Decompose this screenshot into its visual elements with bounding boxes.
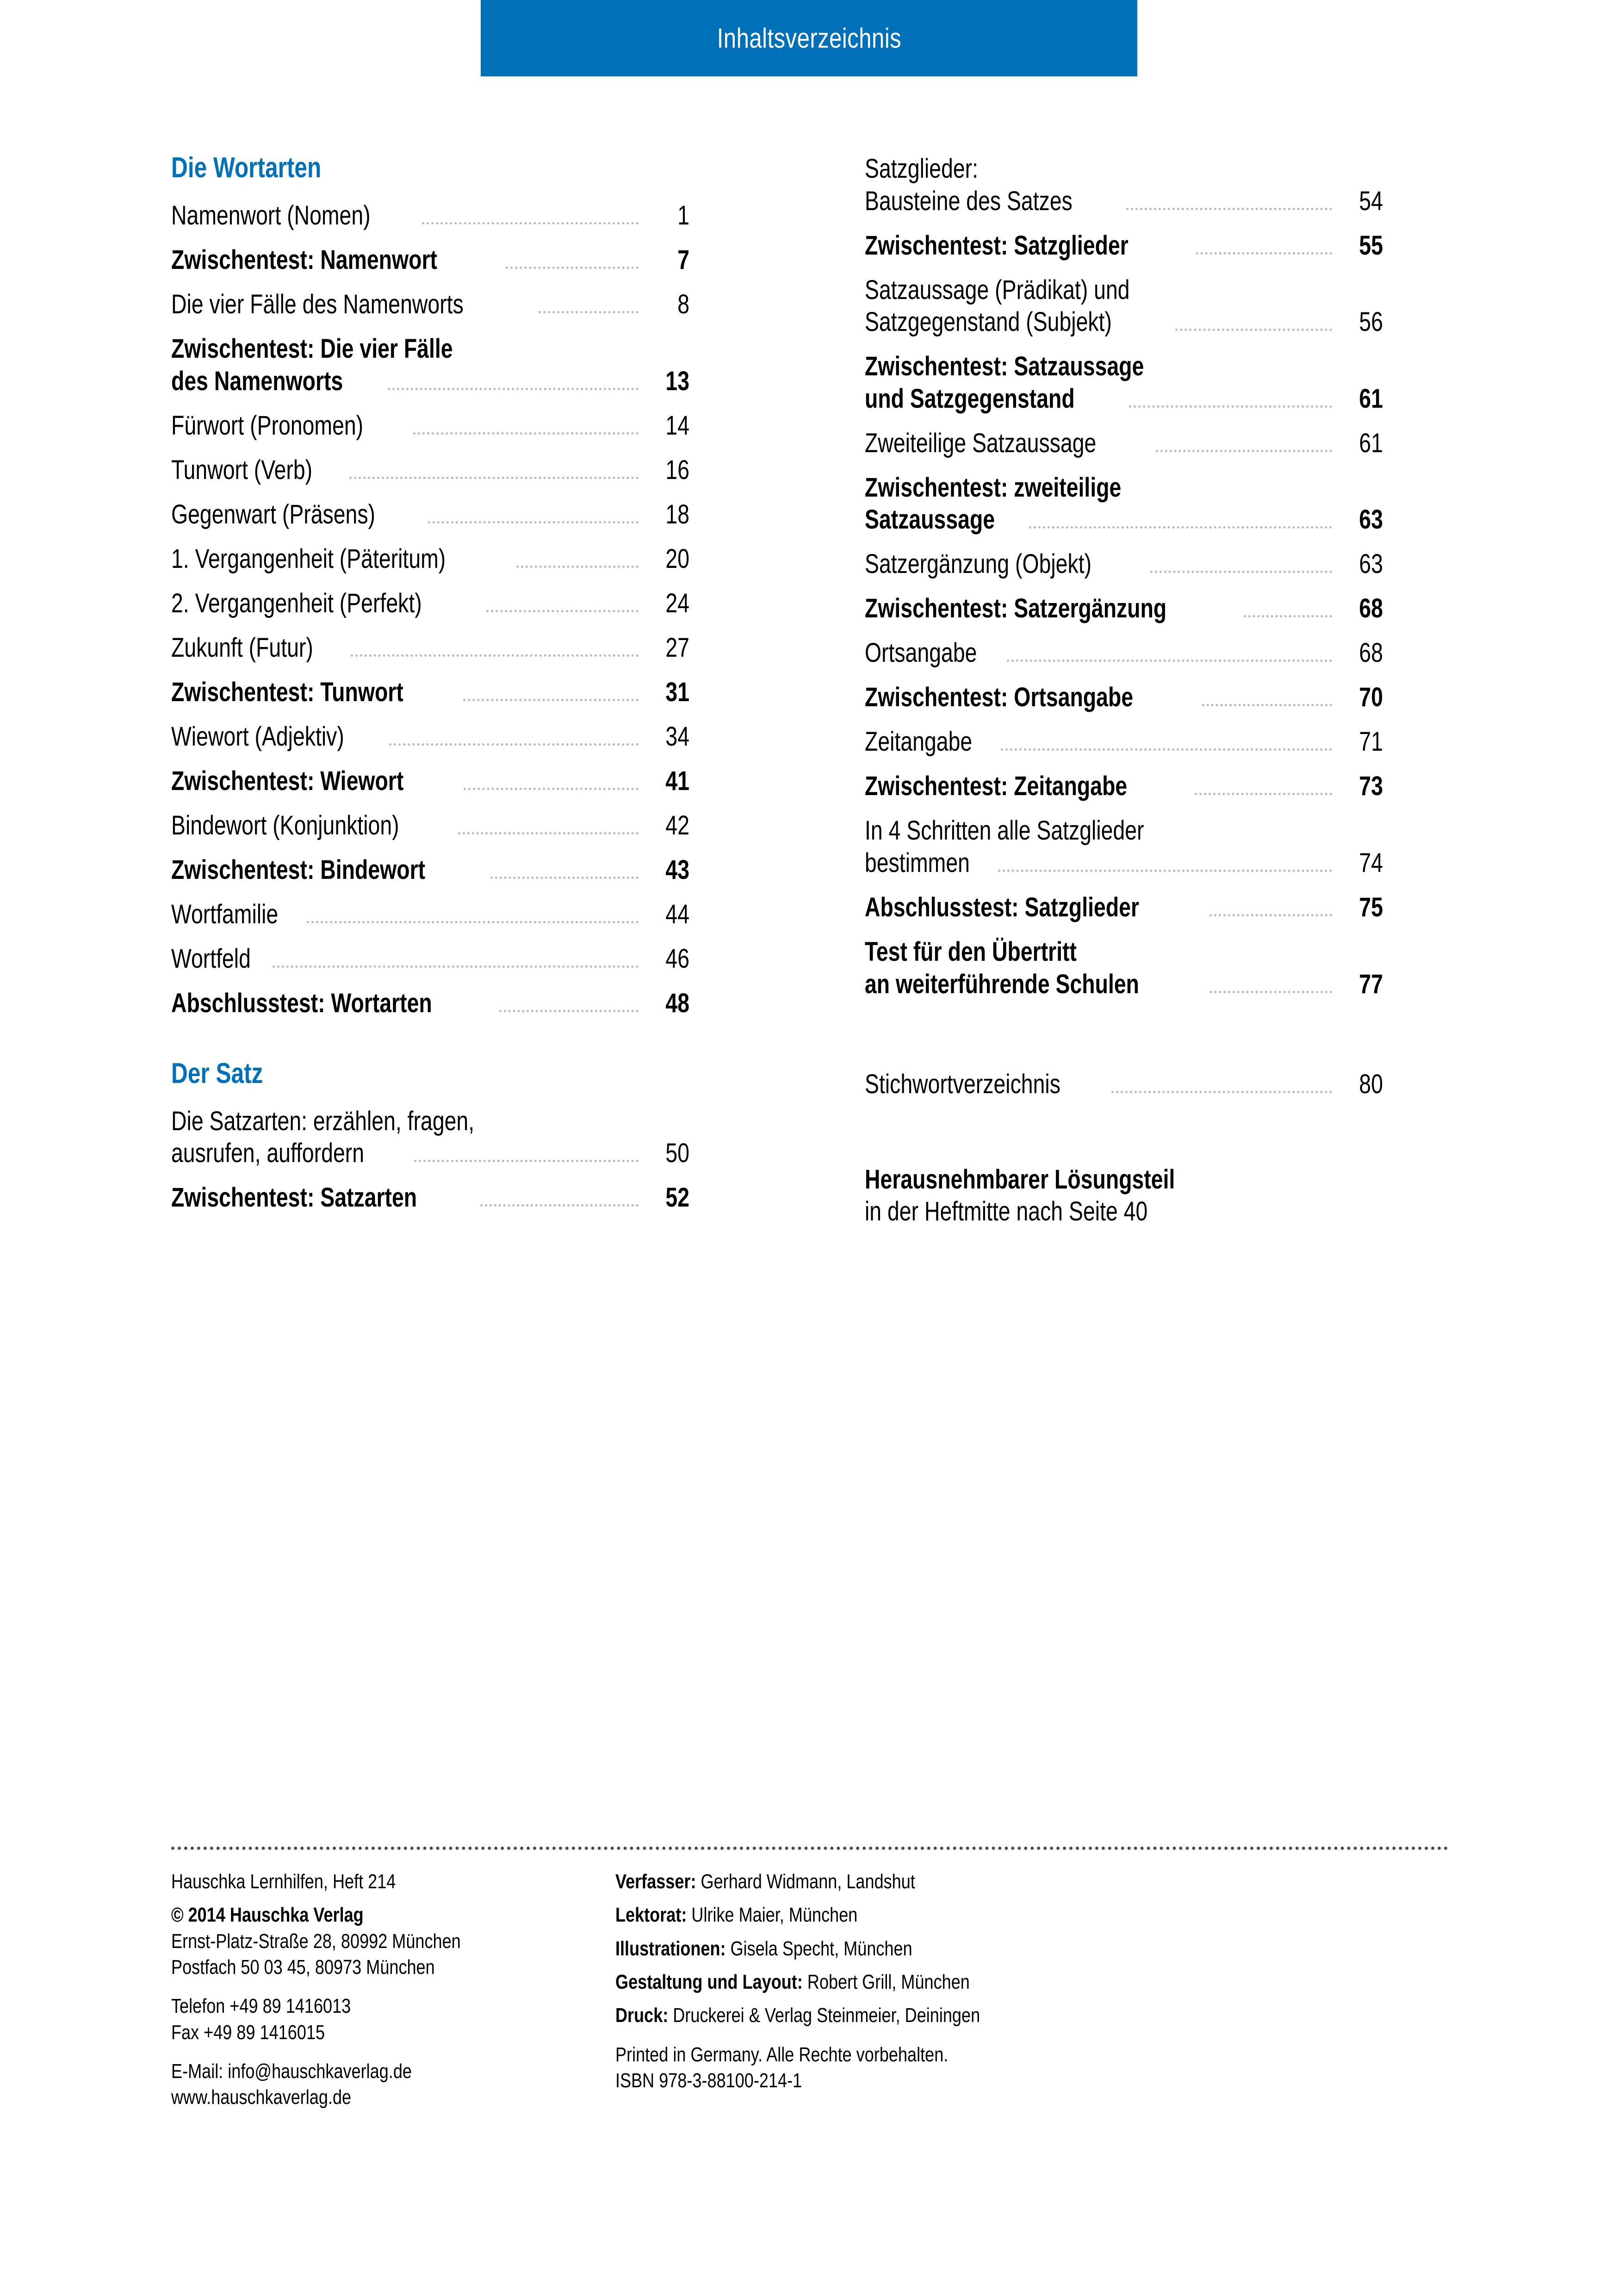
dot-leader xyxy=(506,266,639,269)
toc-entry-page: 18 xyxy=(665,499,689,529)
toc-entry-label: Zweiteilige Satzaussage xyxy=(865,428,1097,458)
toc-entry-label: Die vier Fälle des Namenworts xyxy=(171,289,464,319)
toc-entry-label: Zwischentest: Namenwort xyxy=(171,244,437,275)
toc-entry-page: 63 xyxy=(1359,504,1383,535)
toc-entry[interactable] xyxy=(865,726,1383,758)
toc-entry-label: bestimmen xyxy=(865,847,970,878)
copyright-line: © 2014 Hauschka Verlag xyxy=(171,1904,364,1927)
toc-entry[interactable] xyxy=(865,274,1383,339)
toc-entry[interactable] xyxy=(865,592,1383,625)
toc-entry[interactable] xyxy=(865,815,1383,879)
toc-entry-page: 42 xyxy=(665,810,689,840)
address-line-2: Postfach 50 03 45, 80973 München xyxy=(171,1955,435,1979)
toc-entry[interactable] xyxy=(865,427,1383,460)
credit-name: Ulrike Maier, München xyxy=(691,1904,858,1927)
toc-entry[interactable] xyxy=(171,898,689,931)
toc-entry[interactable] xyxy=(171,1182,689,1214)
toc-entry-label-line1: Test für den Übertritt xyxy=(865,936,1077,967)
table-of-contents xyxy=(0,153,1618,1228)
toc-entry-page: 14 xyxy=(665,410,689,441)
solution-note-subtitle: in der Heftmitte nach Seite 40 xyxy=(865,1196,1148,1227)
dot-leader xyxy=(413,432,639,435)
dot-leader xyxy=(1129,405,1332,408)
dot-leader xyxy=(490,876,639,879)
toc-entry-page: 50 xyxy=(665,1138,689,1169)
toc-entry[interactable] xyxy=(171,543,689,575)
toc-entry-page: 54 xyxy=(1359,186,1383,216)
toc-entry-page: 68 xyxy=(1359,638,1383,668)
toc-entry-label: und Satzgegenstand xyxy=(865,383,1075,414)
dot-leader xyxy=(539,311,639,313)
toc-entry[interactable] xyxy=(171,943,689,975)
toc-entry-page: 52 xyxy=(665,1182,689,1213)
toc-entry[interactable] xyxy=(171,454,689,486)
toc-entry-label: Zeitangabe xyxy=(865,727,973,757)
credit-name: Druckerei & Verlag Steinmeier, Deiningen xyxy=(673,2004,980,2027)
dot-leader xyxy=(1029,526,1332,529)
toc-entry-page: 71 xyxy=(1359,727,1383,757)
toc-entry[interactable] xyxy=(865,1068,1383,1101)
dot-leader xyxy=(1202,703,1332,706)
toc-entry-page: 75 xyxy=(1359,892,1383,922)
isbn-line: ISBN 978-3-88100-214-1 xyxy=(615,2069,802,2092)
credit-line xyxy=(615,1902,1287,1928)
toc-entry-label: des Namenworts xyxy=(171,366,343,396)
toc-entry-page: 56 xyxy=(1359,307,1383,337)
toc-entry-label: Zwischentest: Bindewort xyxy=(171,854,426,885)
credit-role: Illustrationen: xyxy=(615,1937,726,1960)
toc-entry-page: 43 xyxy=(665,854,689,885)
dot-leader xyxy=(1150,570,1332,573)
toc-entry-page: 41 xyxy=(665,765,689,796)
toc-entry[interactable] xyxy=(865,472,1383,536)
dot-leader xyxy=(422,222,639,224)
toc-entry-page: 13 xyxy=(665,366,689,396)
toc-entry-page: 73 xyxy=(1359,771,1383,802)
toc-entry-page: 46 xyxy=(665,943,689,974)
toc-entry-page: 68 xyxy=(1359,593,1383,624)
dot-leader xyxy=(1209,914,1332,916)
toc-entry-label: Satzaussage xyxy=(865,504,995,535)
toc-entry-label-line1: Zwischentest: zweiteilige xyxy=(865,472,1122,503)
toc-entry-label: 2. Vergangenheit (Perfekt) xyxy=(171,588,422,618)
toc-entry[interactable] xyxy=(171,809,689,842)
dot-leader xyxy=(388,387,639,390)
dot-leader xyxy=(480,1204,639,1207)
toc-entry-page: 80 xyxy=(1359,1069,1383,1099)
toc-entry-label: ausrufen, auffordern xyxy=(171,1138,365,1169)
toc-entry-label: Zukunft (Futur) xyxy=(171,632,313,663)
credit-line xyxy=(615,1936,1287,1962)
dot-leader xyxy=(1209,990,1332,993)
toc-entry-label: Zwischentest: Satzergänzung xyxy=(865,593,1167,624)
toc-entry-label: Zwischentest: Zeitangabe xyxy=(865,771,1128,802)
dot-leader xyxy=(1244,615,1332,617)
toc-entry-page: 31 xyxy=(665,677,689,707)
toc-entry-label-line1: Die Satzarten: erzählen, fragen, xyxy=(171,1106,475,1136)
toc-entry[interactable] xyxy=(171,721,689,753)
dot-leader xyxy=(428,521,639,523)
toc-entry-label: Wortfamilie xyxy=(171,899,279,929)
credit-name: Robert Grill, München xyxy=(807,1970,970,1993)
dot-leader xyxy=(486,610,639,612)
toc-entry[interactable] xyxy=(171,987,689,1020)
toc-entry-page: 20 xyxy=(665,543,689,574)
dot-leader xyxy=(351,654,639,657)
toc-entry-label: Zwischentest: Tunwort xyxy=(171,677,403,707)
toc-entry-page: 74 xyxy=(1359,847,1383,878)
toc-entry-label: Gegenwart (Präsens) xyxy=(171,499,375,529)
dot-leader xyxy=(464,787,639,790)
toc-entry[interactable] xyxy=(171,244,689,276)
solution-note-subtitle-row xyxy=(865,1195,1383,1228)
credit-line xyxy=(615,1969,1287,1995)
toc-entry-page: 34 xyxy=(665,721,689,752)
toc-entry-label: Abschlusstest: Wortarten xyxy=(171,988,432,1018)
fax-line: Fax +49 89 1416015 xyxy=(171,2021,325,2044)
credit-role: Gestaltung und Layout: xyxy=(615,1970,803,1993)
toc-entry[interactable] xyxy=(171,288,689,321)
toc-spacer xyxy=(865,1013,1430,1068)
dot-leader xyxy=(1156,449,1332,452)
dot-leader xyxy=(1196,252,1332,255)
toc-entry[interactable] xyxy=(865,936,1383,1001)
dot-leader xyxy=(463,698,639,701)
toc-entry[interactable] xyxy=(865,153,1383,218)
dot-leader xyxy=(1195,792,1332,795)
dot-leader xyxy=(1175,328,1332,331)
toc-entry-page: 70 xyxy=(1359,682,1383,713)
credit-line xyxy=(615,1869,1287,1895)
toc-entry-page: 48 xyxy=(665,988,689,1018)
toc-entry[interactable] xyxy=(171,199,689,232)
toc-entry-label: Abschlusstest: Satzglieder xyxy=(865,892,1140,922)
printed-line: Printed in Germany. Alle Rechte vorbehalten. xyxy=(615,2043,948,2066)
toc-entry-page: 27 xyxy=(665,632,689,663)
dot-leader xyxy=(1111,1090,1332,1093)
toc-entry-label: Fürwort (Pronomen) xyxy=(171,410,364,441)
credit-role: Lektorat: xyxy=(615,1904,687,1927)
toc-entry[interactable] xyxy=(865,770,1383,803)
toc-entry-label-line1: Zwischentest: Satzaussage xyxy=(865,351,1144,382)
toc-entry-label: Namenwort (Nomen) xyxy=(171,200,371,230)
toc-entry-page: 8 xyxy=(677,289,689,319)
dot-leader xyxy=(273,965,639,968)
dot-leader xyxy=(1007,659,1332,662)
toc-entry[interactable] xyxy=(865,891,1383,924)
phone-line: Telefon +49 89 1416013 xyxy=(171,1995,351,2018)
credit-role: Verfasser: xyxy=(615,1870,696,1893)
toc-left-column xyxy=(0,153,689,1228)
dot-leader xyxy=(516,565,639,568)
toc-entry-page: 16 xyxy=(665,454,689,485)
footer-divider xyxy=(171,1847,1448,1850)
toc-entry-label: Bausteine des Satzes xyxy=(865,186,1072,216)
dot-leader xyxy=(1001,748,1332,751)
dot-leader xyxy=(458,832,639,834)
toc-entry[interactable] xyxy=(171,333,689,398)
toc-entry-label: 1. Vergangenheit (Päteritum) xyxy=(171,543,446,574)
dot-leader xyxy=(1126,207,1332,210)
toc-entry-page: 77 xyxy=(1359,969,1383,999)
toc-entry-label: an weiterführende Schulen xyxy=(865,969,1140,999)
credit-line xyxy=(615,2003,1287,2028)
toc-entry-label: Satzgegenstand (Subjekt) xyxy=(865,307,1112,337)
toc-entry[interactable] xyxy=(865,637,1383,669)
toc-entry-page: 61 xyxy=(1359,428,1383,458)
toc-entry[interactable] xyxy=(171,410,689,442)
address-line-1: Ernst-Platz-Straße 28, 80992 München xyxy=(171,1929,461,1953)
dot-leader xyxy=(499,1009,639,1012)
toc-entry-label: Bindewort (Konjunktion) xyxy=(171,810,399,840)
toc-entry-page: 63 xyxy=(1359,549,1383,579)
toc-entry[interactable] xyxy=(865,548,1383,580)
website-line[interactable]: www.hauschkaverlag.de xyxy=(171,2086,352,2109)
toc-entry-label-line1: Satzaussage (Prädikat) und xyxy=(865,274,1130,305)
toc-entry-label-line1: Zwischentest: Die vier Fälle xyxy=(171,333,453,364)
solution-note-title-row xyxy=(865,1164,1383,1196)
credit-role: Druck: xyxy=(615,2004,669,2027)
toc-right-column xyxy=(689,153,1430,1228)
toc-entry[interactable] xyxy=(171,498,689,531)
toc-entry-label: Zwischentest: Wiewort xyxy=(171,765,404,796)
dot-leader xyxy=(389,743,639,746)
page-title: Inhaltsverzeichnis xyxy=(717,23,901,54)
toc-section-heading: Der Satz xyxy=(171,1057,263,1089)
toc-entry-page: 44 xyxy=(665,899,689,929)
toc-entry[interactable] xyxy=(171,765,689,797)
toc-entry-page: 24 xyxy=(665,588,689,618)
toc-entry-label: Satzergänzung (Objekt) xyxy=(865,549,1092,579)
toc-entry-label: Tunwort (Verb) xyxy=(171,454,313,485)
toc-entry-label-line1: Satzglieder: xyxy=(865,154,979,184)
credits-block xyxy=(601,1869,1434,2111)
credit-name: Gisela Specht, München xyxy=(730,1937,912,1960)
toc-entry-label: Zwischentest: Ortsangabe xyxy=(865,682,1134,713)
toc-entry-label: Ortsangabe xyxy=(865,638,977,668)
toc-entry-page: 1 xyxy=(677,200,689,230)
header-banner xyxy=(481,0,1137,76)
toc-entry[interactable] xyxy=(865,350,1383,415)
credit-name: Gerhard Widmann, Landshut xyxy=(701,1870,915,1893)
toc-entry-page: 55 xyxy=(1359,230,1383,261)
dot-leader xyxy=(414,1159,639,1162)
series-line: Hauschka Lernhilfen, Heft 214 xyxy=(171,1870,396,1893)
toc-entry-label: Zwischentest: Satzglieder xyxy=(865,230,1128,261)
toc-entry-page: 7 xyxy=(677,244,689,275)
toc-entry[interactable] xyxy=(865,681,1383,714)
toc-entry-page: 61 xyxy=(1359,383,1383,414)
dot-leader xyxy=(307,921,639,923)
toc-entry[interactable] xyxy=(171,587,689,620)
toc-entry-label: Stichwortverzeichnis xyxy=(865,1069,1060,1099)
toc-entry[interactable] xyxy=(865,230,1383,262)
dot-leader xyxy=(349,476,639,479)
toc-entry-label: Zwischentest: Satzarten xyxy=(171,1182,417,1213)
solution-note xyxy=(865,1164,1430,1228)
toc-entry[interactable] xyxy=(171,676,689,709)
solution-note-spacer xyxy=(865,1113,1430,1164)
toc-entry-label: Wortfeld xyxy=(171,943,251,974)
toc-entry-label-line1: In 4 Schritten alle Satzglieder xyxy=(865,815,1144,846)
publisher-block xyxy=(0,1869,601,2111)
solution-note-title: Herausnehmbarer Lösungsteil xyxy=(865,1164,1175,1195)
email-line[interactable]: E-Mail: info@hauschkaverlag.de xyxy=(171,2060,412,2083)
toc-entry[interactable] xyxy=(171,632,689,664)
dot-leader xyxy=(998,869,1332,872)
toc-entry-label: Wiewort (Adjektiv) xyxy=(171,721,344,752)
toc-entry[interactable] xyxy=(171,854,689,886)
toc-section-heading: Die Wortarten xyxy=(171,152,322,184)
toc-entry[interactable] xyxy=(171,1105,689,1170)
